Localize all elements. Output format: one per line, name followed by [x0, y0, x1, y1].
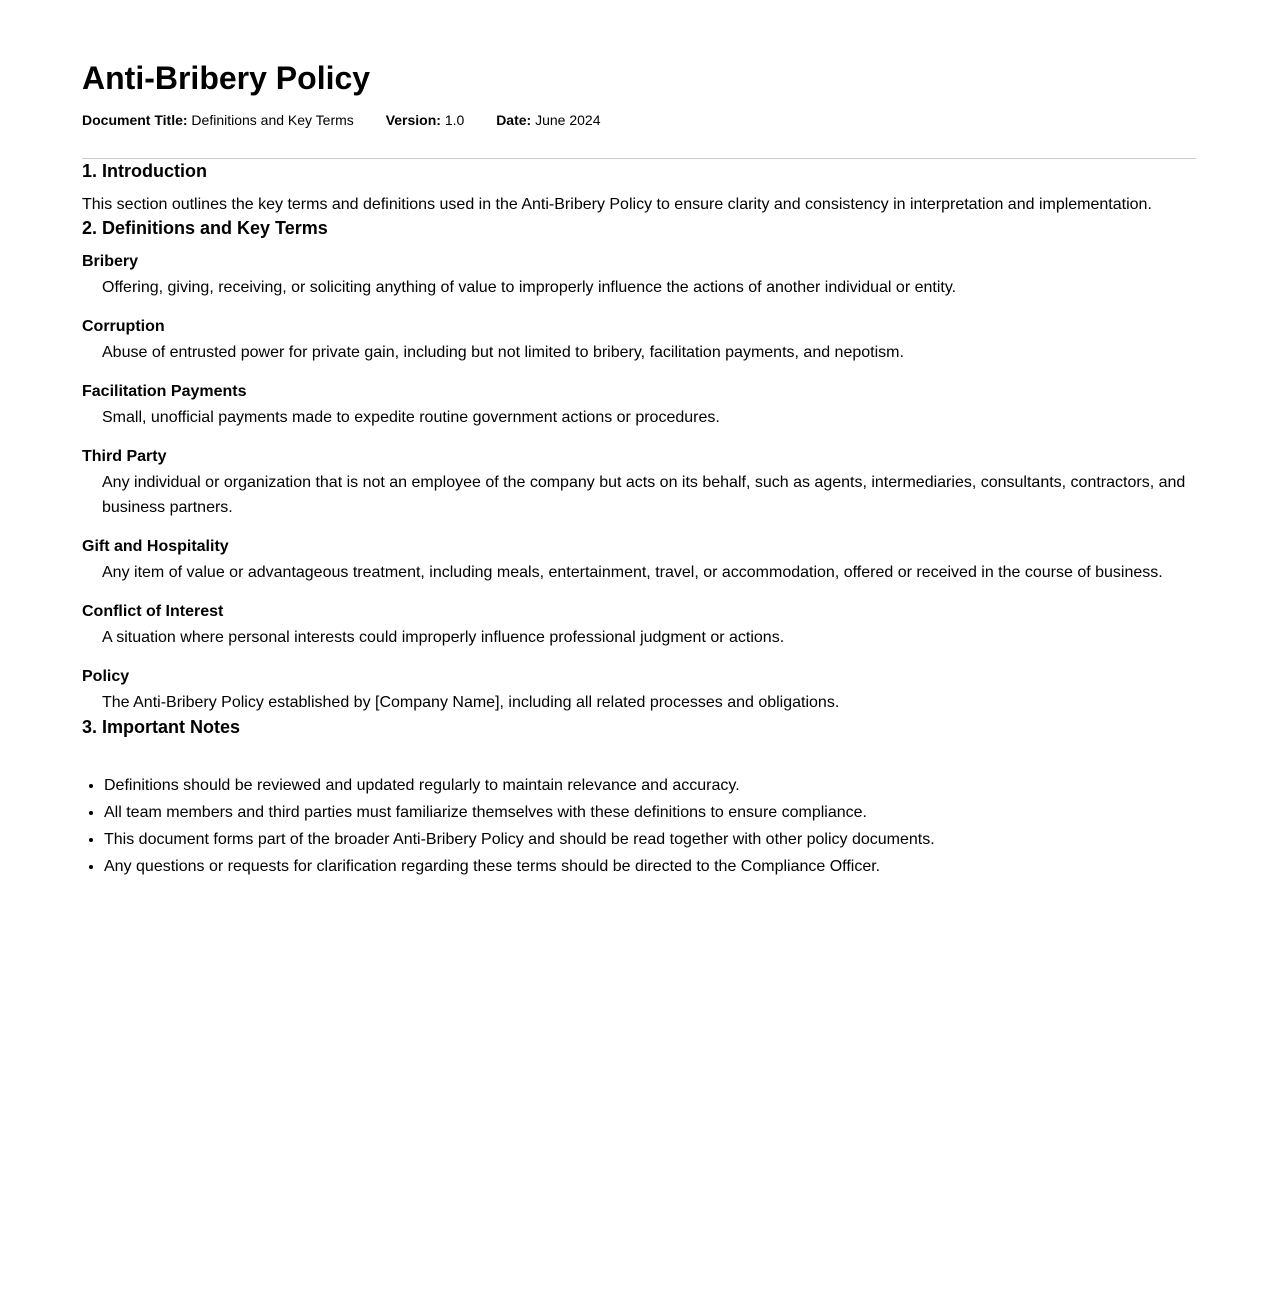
meta-document-title: [82, 111, 354, 129]
definition-text: Any item of value or advantageous treatment, including meals, entertainment, travel, or accommodation, offered or received in the course of business.: [102, 564, 1163, 581]
definition-term: Bribery: [82, 253, 139, 270]
section-heading-introduction: 1. Introduction: [82, 161, 207, 181]
section-heading-important-notes: 3. Important Notes: [82, 717, 241, 737]
list-item: • Definitions should be reviewed and updated regularly to maintain relevance and accuracy.: [104, 772, 1196, 799]
definition-term: Gift and Hospitality: [82, 538, 229, 555]
definition-item: [82, 317, 1196, 365]
meta-date-label: Date:: [496, 112, 532, 128]
section-heading-definitions: 2. Definitions and Key Terms: [82, 218, 328, 238]
definition-term: Conflict of Interest: [82, 603, 224, 620]
definition-term: Third Party: [82, 448, 167, 465]
definition-item: [82, 447, 1196, 520]
meta-date-value: June 2024: [535, 112, 601, 128]
meta-date: [496, 111, 600, 129]
definitions-list: [82, 252, 1196, 715]
introduction-text: This section outlines the key terms and definitions used in the Anti-Bribery Policy to ensure clarity and consistency in interpretation and implementation.: [82, 196, 1152, 213]
meta-document-title-label: Document Title:: [82, 112, 188, 128]
definition-item: [82, 602, 1196, 650]
definition-term: Facilitation Payments: [82, 383, 247, 400]
list-item: • All team members and third parties must familiarize themselves with these definitions to ensure compliance.: [104, 799, 1196, 826]
definition-text: Small, unofficial payments made to expedite routine government actions or procedures.: [102, 409, 720, 426]
definition-text: Any individual or organization that is not an employee of the company but acts on its behalf, such as agents, intermediaries, consultants, contractors, and business partners.: [102, 474, 1186, 516]
definition-item: [82, 537, 1196, 585]
definition-term: Policy: [82, 668, 130, 685]
definition-text: Abuse of entrusted power for private gain, including but not limited to bribery, facilitation payments, and nepotism.: [102, 344, 904, 361]
list-item: • Any questions or requests for clarification regarding these terms should be directed to the Compliance Officer.: [104, 853, 1196, 880]
list-item: • This document forms part of the broader Anti-Bribery Policy and should be read together with other policy documents.: [104, 826, 1196, 853]
meta-version-value: 1.0: [444, 112, 465, 128]
meta-document-title-value: Definitions and Key Terms: [191, 112, 354, 128]
definition-text: A situation where personal interests could improperly influence professional judgment or actions.: [102, 629, 785, 646]
definition-item: [82, 667, 1196, 715]
definition-item: [82, 252, 1196, 300]
meta-version-label: Version:: [385, 112, 441, 128]
definition-text: The Anti-Bribery Policy established by [Company Name], including all related processes and obligations.: [102, 694, 840, 711]
meta-version: [386, 111, 465, 129]
page-title: Anti-Bribery Policy: [82, 60, 371, 96]
definition-text: Offering, giving, receiving, or soliciting anything of value to improperly influence the actions of another individual or entity.: [102, 279, 957, 296]
notes-list: [82, 772, 1196, 880]
document-meta: [82, 111, 1196, 129]
definition-item: [82, 382, 1196, 430]
definition-term: Corruption: [82, 318, 165, 335]
